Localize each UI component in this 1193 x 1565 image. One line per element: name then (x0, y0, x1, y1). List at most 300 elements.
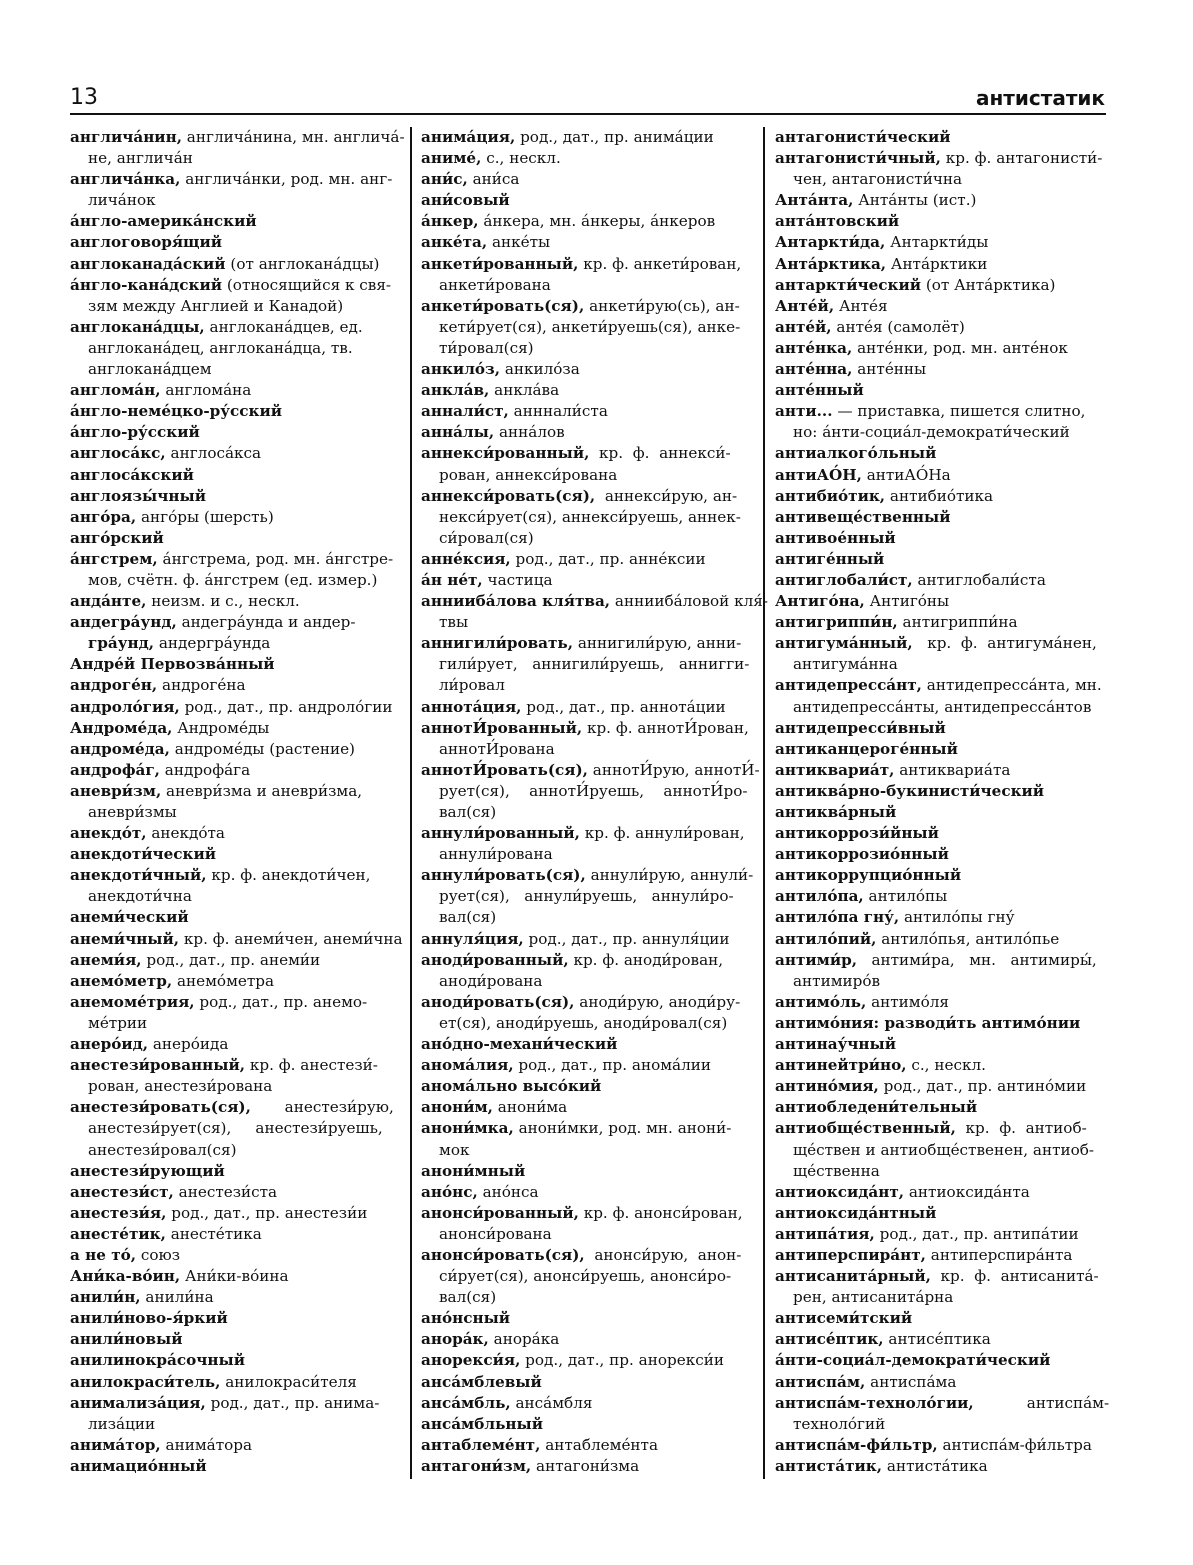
headword: англокана́дцы, (70, 317, 205, 336)
entry-text: антиоксида́нта (904, 1182, 1030, 1201)
entry-text: англича́нина, мн. англича́- (181, 128, 405, 146)
headword: антиалкого́льный (775, 444, 937, 463)
headword: анестези́рующий (70, 1161, 225, 1180)
headword: англоканада́ский (70, 254, 226, 273)
headword: аннуля́ция, (421, 929, 524, 948)
entry-text: Ани́ки-во́ина (180, 1267, 289, 1286)
entry-text: андергра́унда (154, 634, 271, 653)
dictionary-entry-line (421, 1245, 751, 1266)
entry-continuation-line (775, 1287, 1105, 1308)
entry-text: мок (439, 1140, 470, 1159)
dictionary-entry-line (775, 992, 1105, 1013)
headword: Андроме́да, (70, 718, 173, 737)
entry-text: аннули́рую, аннули́- (585, 866, 754, 885)
running-head: антистатик (975, 86, 1105, 110)
headword: а́н не́т, (421, 570, 483, 589)
entry-continuation-line (775, 422, 1105, 443)
dictionary-entry-line (70, 1435, 400, 1456)
dictionary-entry-line (421, 422, 751, 443)
dictionary-entry-line (775, 296, 1105, 317)
entry-text: с., нескл. (906, 1056, 986, 1075)
dictionary-entry-line (421, 1393, 751, 1414)
entry-continuation-line (421, 907, 751, 928)
dictionary-entry-line (70, 865, 400, 886)
dictionary-entry-line (775, 1182, 1105, 1203)
headword: аннули́рованный, (421, 824, 580, 843)
headword: андроло́гия, (70, 697, 180, 716)
headword: антиоксида́нтный (775, 1203, 937, 1222)
headword: антаблеме́нт, (421, 1435, 541, 1454)
dictionary-entry-line (70, 675, 400, 696)
dictionary-entry-line (70, 422, 400, 443)
entry-text: аннотИ́рована (439, 739, 555, 758)
headword: анора́к, (421, 1330, 489, 1349)
dictionary-entry-line (70, 1393, 400, 1414)
column-1 (70, 127, 405, 1477)
dictionary-entry-line (421, 380, 751, 401)
entry-text: англома́на (160, 381, 252, 400)
dictionary-entry-line (775, 465, 1105, 486)
entry-text: род., дат., пр. анеми́и (141, 950, 321, 969)
headword: анкети́рованный, (421, 254, 579, 273)
headword: антидепресса́нт, (775, 676, 922, 695)
headword: аноди́ровать(ся), (421, 992, 575, 1011)
entry-text: антимо́ля (866, 992, 949, 1011)
dictionary-entry-line (421, 929, 751, 950)
entry-text: кр. ф. анекдоти́чен, (206, 866, 371, 885)
entry-text: кр. ф. аннули́рован, (579, 824, 745, 843)
dictionary-entry-line (775, 507, 1105, 528)
entry-continuation-line (421, 465, 751, 486)
entry-text: антидепресса́нта, мн. (921, 676, 1102, 695)
dictionary-entry-line (775, 317, 1105, 338)
dictionary-entry-line (70, 317, 400, 338)
headword: Андре́й Первозва́нный (70, 655, 275, 674)
entry-text: гили́рует, аннигили́руешь, аннигги- (439, 655, 750, 674)
dictionary-entry-line (775, 549, 1105, 570)
headword: анта́нтовский (775, 212, 900, 231)
dictionary-entry-line (421, 127, 751, 148)
entry-continuation-line (70, 1013, 400, 1034)
entry-text: рен, антисанита́рна (793, 1288, 954, 1307)
entry-continuation-line (70, 886, 400, 907)
headword: анеро́ид, (70, 1035, 149, 1054)
headword: антиспа́м-техноло́гии, (775, 1393, 974, 1412)
dictionary-entry-line (421, 1329, 751, 1350)
entry-text: ано́нса (477, 1182, 539, 1201)
entry-text: лича́нок (88, 191, 156, 210)
dictionary-entry-line (775, 1118, 1105, 1139)
headword: аннигили́ровать, (421, 634, 574, 653)
headword: анте́й, (775, 317, 832, 336)
dictionary-entry-line (70, 1161, 400, 1182)
headword: антинау́чный (775, 1035, 897, 1054)
entry-text: антидепресса́нты, антидепресса́нтов (793, 697, 1092, 716)
headword: анеми́ческий (70, 908, 189, 927)
headword: анонси́рованный, (421, 1203, 579, 1222)
dictionary-entry-line (775, 380, 1105, 401)
dictionary-entry-line (775, 1393, 1110, 1414)
entry-text: кр. ф. антиоб- (955, 1119, 1087, 1138)
headword: антагони́зм, (421, 1456, 532, 1475)
entry-text: антиглобали́ста (912, 570, 1046, 589)
entry-text: антаблеме́нта (540, 1435, 659, 1454)
headword: анонси́ровать(ся), (421, 1245, 585, 1264)
dictionary-entry-line (70, 760, 400, 781)
dictionary-entry-line (70, 1350, 400, 1371)
dictionary-entry-line (421, 591, 768, 612)
entry-text: ще́ствен и антиобще́ственен, антиоб- (793, 1140, 1095, 1159)
headword: антикоррози́йный (775, 824, 939, 843)
entry-text: антиквариа́та (894, 760, 1011, 779)
dictionary-entry-line (70, 254, 400, 275)
headword: антивое́нный (775, 528, 896, 547)
entry-continuation-line (421, 507, 751, 528)
dictionary-entry-line (70, 1182, 400, 1203)
entry-text: анго́ры (шерсть) (136, 507, 274, 526)
entry-continuation-line (421, 739, 751, 760)
headword: андроге́н, (70, 676, 158, 695)
entry-text: аннекси́рую, ан- (595, 486, 738, 505)
headword: антисанита́рный, (775, 1267, 931, 1286)
headword: антиква́рный (775, 803, 897, 821)
entry-text: англокана́дец, англокана́дца, тв. (88, 338, 353, 357)
entry-text: андрофа́га (159, 760, 251, 779)
headword: анили́новый (70, 1330, 183, 1349)
headword: аннали́ст, (421, 402, 509, 421)
entry-text: антиАО́На (861, 465, 951, 484)
entry-text: аноди́рована (439, 971, 543, 990)
entry-text: а́нгстрема, род. мн. а́нгстре- (157, 549, 394, 568)
entry-text: род., дат., пр. анима́ции (515, 128, 714, 146)
headword: антагонисти́чный, (775, 149, 941, 168)
entry-text: антиперспира́нта (925, 1245, 1073, 1264)
entry-continuation-line (70, 338, 400, 359)
dictionary-entry-line (775, 1034, 1105, 1055)
entry-text: анестези́ста (173, 1182, 278, 1201)
dictionary-entry-line (775, 823, 1105, 844)
entry-continuation-line (775, 1161, 1105, 1182)
entry-text: анкла́ва (489, 381, 560, 400)
entry-text: антисе́птика (883, 1330, 991, 1349)
entry-text: род., дат., пр. анома́лии (513, 1056, 712, 1075)
headword: а́нкер, (421, 212, 479, 231)
dictionary-entry-line (70, 1456, 400, 1477)
dictionary-entry-line (775, 1435, 1105, 1456)
headword: анили́ново-я́ркий (70, 1309, 228, 1328)
dictionary-entry-line (421, 1456, 751, 1477)
dictionary-entry-line (421, 1203, 751, 1224)
entry-continuation-line (421, 675, 751, 696)
entry-text: кети́рует(ся), анкети́руешь(ся), анке- (439, 317, 741, 336)
headword: ано́нсный (421, 1309, 511, 1328)
entry-text: ще́ственна (793, 1161, 880, 1180)
headword: антиобледени́тельный (775, 1098, 978, 1117)
headword: анома́льно высо́кий (421, 1077, 602, 1096)
headword: анорекси́я, (421, 1351, 521, 1370)
entry-text: техноло́гий (793, 1414, 886, 1433)
headword: антидепресси́вный (775, 718, 946, 737)
dictionary-entry-line (421, 1372, 751, 1393)
dictionary-entry-line (775, 528, 1105, 549)
entry-text: анестези́рует(ся), анестези́руешь, (88, 1119, 383, 1138)
dictionary-entry-line (775, 612, 1105, 633)
entry-text: лиза́ции (88, 1414, 156, 1433)
entry-text: зям между Англией и Канадой) (88, 296, 344, 315)
headword: андрофа́г, (70, 760, 160, 779)
entry-text: рован, анестези́рована (88, 1077, 273, 1096)
headword: антиканцероге́нный (775, 739, 958, 758)
entry-text: твы (439, 613, 469, 632)
entry-text: ме́трии (88, 1013, 148, 1032)
dictionary-entry-line (421, 549, 751, 570)
dictionary-entry-line (775, 865, 1105, 886)
entry-text: антагони́зма (531, 1456, 640, 1475)
entry-text: анте́нки, род. мн. анте́нок (852, 338, 1068, 357)
dictionary-entry-line (70, 169, 400, 190)
headword: анони́мный (421, 1161, 526, 1180)
headword: антило́па, (775, 887, 864, 906)
dictionary-entry-line (70, 591, 400, 612)
dictionary-entry-line (421, 760, 760, 781)
dictionary-entry-line (775, 802, 1105, 823)
dictionary-entry-line (775, 760, 1105, 781)
entry-continuation-line (70, 1076, 400, 1097)
entry-text: антило́пья, антило́пье (876, 929, 1060, 948)
headword: анима́тор, (70, 1435, 161, 1454)
dictionary-entry-line (70, 1245, 400, 1266)
dictionary-entry-line (775, 907, 1105, 928)
entry-text: анестези́рую, (250, 1098, 394, 1117)
dictionary-entry-line (70, 549, 400, 570)
entry-text: анонси́рована (439, 1224, 552, 1243)
dictionary-entry-line (70, 633, 400, 654)
dictionary-entry-line (421, 1055, 751, 1076)
headword: англома́н, (70, 381, 161, 400)
dictionary-entry-line (775, 675, 1105, 696)
dictionary-entry-line (775, 1224, 1105, 1245)
dictionary-entry-line (775, 950, 1105, 971)
dictionary-entry-line (775, 486, 1105, 507)
dictionary-entry-line (421, 190, 751, 211)
headword: анемо́метр, (70, 971, 173, 990)
entry-continuation-line (421, 802, 751, 823)
headword: анса́мблевый (421, 1372, 542, 1391)
entry-text: Анте́я (834, 296, 888, 315)
dictionary-entry-line (421, 296, 751, 317)
headword: англоса́кский (70, 465, 194, 484)
entry-continuation-line (70, 359, 400, 380)
entry-text: кр. ф. антигума́нен, (912, 634, 1097, 653)
entry-continuation-line (421, 338, 751, 359)
headword: антимо́ль, (775, 992, 867, 1011)
headword: антисеми́тский (775, 1309, 913, 1328)
dictionary-entry-line (421, 443, 751, 464)
dictionary-entry-line (421, 254, 751, 275)
headword: ано́нс, (421, 1182, 478, 1201)
entry-text: анеро́ида (148, 1035, 229, 1054)
entry-text: анилокраси́теля (220, 1372, 357, 1391)
headword: англоговоря́щий (70, 233, 223, 252)
headword: анте́нный (775, 381, 864, 400)
dictionary-entry-line (775, 1076, 1105, 1097)
entry-text: рует(ся), аннули́руешь, аннули́ро- (439, 887, 734, 906)
entry-text: анте́нны (852, 360, 927, 379)
dictionary-entry-line (775, 401, 1105, 422)
entry-text: антило́пы гну́ (899, 908, 1015, 927)
dictionary-entry-line (775, 1097, 1105, 1118)
dictionary-entry-line (421, 1076, 751, 1097)
dictionary-entry-line (421, 1034, 751, 1055)
headword: анкети́ровать(ся), (421, 296, 585, 315)
dictionary-entry-line (775, 127, 1105, 148)
entry-text: анемо́метра (172, 971, 275, 990)
headword: антиспа́м, (775, 1372, 866, 1391)
entry-text: ет(ся), аноди́руешь, аноди́ровал(ся) (439, 1013, 728, 1032)
dictionary-entry-line (70, 739, 400, 760)
headword: антибио́тик, (775, 486, 886, 505)
dictionary-entry-line (421, 401, 751, 422)
dictionary-entry-line (775, 591, 1105, 612)
entry-text: кр. ф. аннотИ́рован, (582, 718, 749, 737)
entry-text: анкети́рована (439, 275, 551, 294)
entry-text: неизм. и с., нескл. (146, 592, 300, 611)
dictionary-entry-line (421, 1097, 751, 1118)
dictionary-entry-line (70, 1329, 400, 1350)
headword: антими́р, (775, 950, 857, 969)
headword: андегра́унд, (70, 613, 177, 632)
headword: антаркти́ческий (775, 275, 921, 294)
dictionary-entry-line (775, 739, 1105, 760)
entry-text: но: а́нти-социа́л-демократи́ческий (793, 423, 1070, 442)
entry-text: (относящийся к свя- (222, 275, 392, 294)
column-3 (775, 127, 1110, 1477)
dictionary-entry-line (775, 1456, 1105, 1477)
entry-text: андроме́ды (растение) (169, 739, 355, 758)
headword: анилокраси́тель, (70, 1372, 221, 1391)
dictionary-entry-line (70, 1287, 400, 1308)
dictionary-entry-line (421, 1118, 751, 1139)
dictionary-entry-line (70, 697, 400, 718)
dictionary-entry-line (775, 844, 1105, 865)
entry-text: некси́рует(ся), аннекси́руешь, аннек- (439, 507, 741, 526)
dictionary-entry-line (70, 992, 400, 1013)
headword: антикоррозио́нный (775, 845, 949, 864)
dictionary-entry-line (70, 907, 400, 928)
dictionary-entry-line (775, 338, 1105, 359)
dictionary-entry-line (421, 1182, 751, 1203)
entry-text: кр. ф. анонси́рован, (578, 1203, 743, 1222)
headword: англоязы́чный (70, 486, 206, 505)
headword: гра́унд, (88, 634, 155, 653)
entry-continuation-line (421, 844, 751, 865)
headword: анкило́з, (421, 360, 501, 379)
entry-text: аннули́рована (439, 845, 553, 864)
entry-text: анннали́ста (508, 402, 608, 421)
headword: анна́лы, (421, 423, 495, 442)
entry-text: антило́пы (863, 887, 948, 906)
dictionary-entry-line (70, 211, 400, 232)
headword: аннииба́лова кля́тва, (421, 592, 611, 611)
headword: Ани́ка-во́ин, (70, 1267, 181, 1286)
dictionary-entry-line (70, 844, 400, 865)
dictionary-entry-line (775, 781, 1105, 802)
page-header (70, 84, 1105, 112)
dictionary-entry-line (775, 1203, 1105, 1224)
entry-text: кр. ф. анестези́- (245, 1056, 378, 1075)
headword: антагонисти́ческий (775, 128, 951, 146)
entry-text: антими́ра, мн. антимиры́, (857, 950, 1097, 969)
dictionary-entry-line (70, 1055, 400, 1076)
headword: Антиго́на, (775, 592, 865, 611)
entry-text: анкило́за (500, 360, 580, 379)
headword: анго́рский (70, 528, 164, 547)
entry-text: кр. ф. антисанита́- (930, 1267, 1099, 1286)
entry-text: род., дат., пр. андроло́гии (179, 697, 393, 716)
headword: анемоме́трия, (70, 992, 195, 1011)
dictionary-entry-line (775, 929, 1105, 950)
headword: антиоксида́нт, (775, 1182, 905, 1201)
entry-text: антимиро́в (793, 971, 881, 990)
dictionary-entry-line (70, 718, 400, 739)
entry-continuation-line (421, 275, 751, 296)
entry-continuation-line (421, 1140, 751, 1161)
headword: анса́мбль, (421, 1393, 511, 1412)
headword: аннотИ́ровать(ся), (421, 760, 588, 779)
headword: аннекси́ровать(ся), (421, 486, 596, 505)
dictionary-entry-line (70, 380, 400, 401)
dictionary-entry-line (70, 1034, 400, 1055)
entry-continuation-line (775, 697, 1105, 718)
headword: андроме́да, (70, 739, 170, 758)
entry-text: анса́мбля (510, 1393, 593, 1412)
headword: аневри́зм, (70, 781, 162, 800)
entry-text: антиспа́м-фи́льтра (937, 1435, 1092, 1454)
column-divider-2 (763, 127, 765, 1479)
entry-continuation-line (70, 570, 400, 591)
dictionary-entry-line (775, 1372, 1105, 1393)
dictionary-entry-line (421, 865, 754, 886)
headword: анони́м, (421, 1098, 493, 1117)
headword: антино́мия, (775, 1077, 879, 1096)
entry-text: анима́тора (160, 1435, 253, 1454)
headword: Анте́й, (775, 296, 835, 315)
entry-continuation-line (775, 1140, 1105, 1161)
dictionary-entry-line (70, 950, 400, 971)
headword: анте́нка, (775, 338, 853, 357)
dictionary-entry-line (421, 950, 751, 971)
entry-text: антибио́тика (885, 486, 994, 505)
dictionary-entry-line (421, 169, 751, 190)
entry-text: антиста́тика (882, 1456, 988, 1475)
headword: антиобще́ственный, (775, 1119, 956, 1138)
entry-text: Антаркти́ды (885, 233, 989, 252)
dictionary-entry-line (70, 127, 405, 148)
dictionary-entry-line (70, 232, 400, 253)
entry-continuation-line (421, 886, 751, 907)
entry-text: рует(ся), аннотИ́руешь, аннотИ́ро- (439, 781, 748, 800)
entry-continuation-line (421, 612, 751, 633)
dictionary-entry-line (775, 570, 1105, 591)
headword: антигриппи́н, (775, 613, 898, 632)
dictionary-entry-line (70, 1203, 400, 1224)
headword: англоса́кс, (70, 444, 166, 463)
headword: антиста́тик, (775, 1456, 883, 1475)
entry-text: мов, счётн. ф. а́нгстрем (ед. измер.) (88, 570, 378, 589)
dictionary-entry-line (421, 1308, 751, 1329)
entry-text: род., дат., пр. анорекси́и (520, 1351, 724, 1370)
entry-continuation-line (70, 190, 400, 211)
